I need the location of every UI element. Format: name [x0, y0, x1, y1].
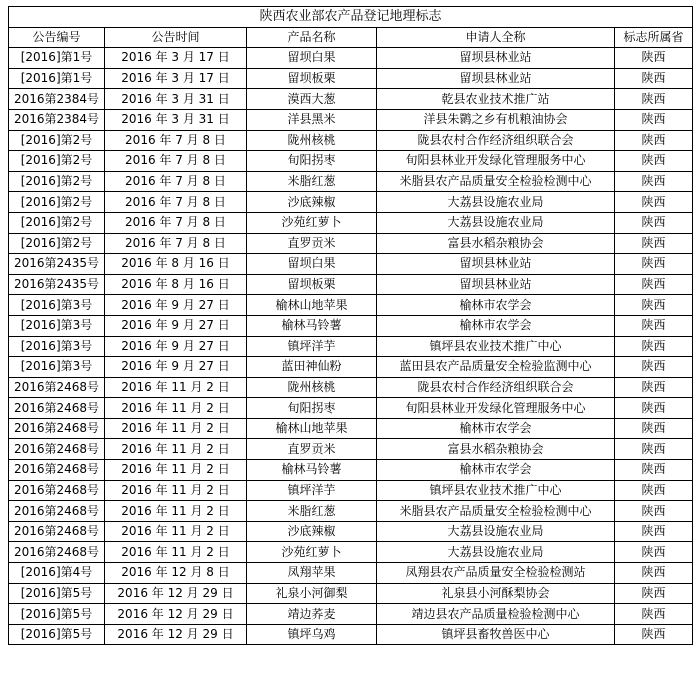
table-row	[9, 521, 693, 542]
header-product-name: 产品名称	[247, 27, 377, 48]
province-cell: 陕西	[615, 377, 693, 398]
product-name-cell: 沙苑红萝卜	[247, 212, 377, 233]
product-name-cell: 凤翔苹果	[247, 563, 377, 584]
notice-date-cell: 2016 年 9 月 27 日	[105, 295, 247, 316]
applicant-cell: 大荔县设施农业局	[377, 521, 615, 542]
notice-date-cell: 2016 年 9 月 27 日	[105, 336, 247, 357]
province-cell: 陕西	[615, 357, 693, 378]
product-name-cell: 留坝白果	[247, 254, 377, 275]
table-row	[9, 542, 693, 563]
notice-number-cell: 2016第2468号	[9, 542, 105, 563]
applicant-cell: 镇坪县农业技术推广中心	[377, 480, 615, 501]
applicant-cell: 凤翔县农产品质量安全检验检测站	[377, 563, 615, 584]
applicant-cell: 靖边县农产品质量检验检测中心	[377, 604, 615, 625]
applicant-cell: 富县水稻杂粮协会	[377, 233, 615, 254]
product-name-cell: 留坝板栗	[247, 274, 377, 295]
notice-number-cell: 2016第2468号	[9, 439, 105, 460]
geo-indication-table	[8, 6, 693, 645]
province-cell: 陕西	[615, 130, 693, 151]
notice-number-cell: [2016]第3号	[9, 295, 105, 316]
notice-number-cell: 2016第2468号	[9, 377, 105, 398]
table-row	[9, 439, 693, 460]
table-row	[9, 109, 693, 130]
notice-date-cell: 2016 年 9 月 27 日	[105, 315, 247, 336]
header-province: 标志所属省	[615, 27, 693, 48]
notice-date-cell: 2016 年 3 月 17 日	[105, 48, 247, 69]
product-name-cell: 陇州核桃	[247, 377, 377, 398]
table-row	[9, 583, 693, 604]
notice-date-cell: 2016 年 8 月 16 日	[105, 274, 247, 295]
notice-number-cell: [2016]第2号	[9, 212, 105, 233]
applicant-cell: 镇坪县农业技术推广中心	[377, 336, 615, 357]
table-row	[9, 254, 693, 275]
product-name-cell: 旬阳拐枣	[247, 151, 377, 172]
province-cell: 陕西	[615, 254, 693, 275]
province-cell: 陕西	[615, 48, 693, 69]
table-row	[9, 151, 693, 172]
table-row	[9, 212, 693, 233]
product-name-cell: 直罗贡米	[247, 233, 377, 254]
header-notice-date: 公告时间	[105, 27, 247, 48]
province-cell: 陕西	[615, 542, 693, 563]
product-name-cell: 蓝田神仙粉	[247, 357, 377, 378]
notice-date-cell: 2016 年 11 月 2 日	[105, 460, 247, 481]
notice-number-cell: [2016]第4号	[9, 563, 105, 584]
product-name-cell: 榆林山地苹果	[247, 295, 377, 316]
province-cell: 陕西	[615, 460, 693, 481]
notice-date-cell: 2016 年 7 月 8 日	[105, 171, 247, 192]
product-name-cell: 沙底辣椒	[247, 192, 377, 213]
notice-date-cell: 2016 年 11 月 2 日	[105, 398, 247, 419]
table-row	[9, 336, 693, 357]
applicant-cell: 榆林市农学会	[377, 295, 615, 316]
province-cell: 陕西	[615, 109, 693, 130]
notice-number-cell: [2016]第2号	[9, 233, 105, 254]
notice-date-cell: 2016 年 12 月 29 日	[105, 583, 247, 604]
province-cell: 陕西	[615, 233, 693, 254]
applicant-cell: 旬阳县林业开发绿化管理服务中心	[377, 398, 615, 419]
notice-number-cell: [2016]第3号	[9, 357, 105, 378]
province-cell: 陕西	[615, 192, 693, 213]
province-cell: 陕西	[615, 418, 693, 439]
province-cell: 陕西	[615, 151, 693, 172]
province-cell: 陕西	[615, 604, 693, 625]
province-cell: 陕西	[615, 583, 693, 604]
table-row	[9, 68, 693, 89]
applicant-cell: 榆林市农学会	[377, 460, 615, 481]
notice-date-cell: 2016 年 7 月 8 日	[105, 130, 247, 151]
province-cell: 陕西	[615, 68, 693, 89]
notice-date-cell: 2016 年 3 月 31 日	[105, 89, 247, 110]
applicant-cell: 留坝县林业站	[377, 254, 615, 275]
product-name-cell: 米脂红葱	[247, 501, 377, 522]
notice-date-cell: 2016 年 3 月 31 日	[105, 109, 247, 130]
header-row	[9, 27, 693, 48]
notice-number-cell: [2016]第2号	[9, 151, 105, 172]
province-cell: 陕西	[615, 521, 693, 542]
notice-number-cell: [2016]第3号	[9, 315, 105, 336]
applicant-cell: 榆林市农学会	[377, 418, 615, 439]
province-cell: 陕西	[615, 171, 693, 192]
table-row	[9, 295, 693, 316]
notice-number-cell: [2016]第3号	[9, 336, 105, 357]
table-row	[9, 480, 693, 501]
notice-date-cell: 2016 年 7 月 8 日	[105, 192, 247, 213]
province-cell: 陕西	[615, 439, 693, 460]
notice-number-cell: 2016第2435号	[9, 254, 105, 275]
notice-date-cell: 2016 年 11 月 2 日	[105, 501, 247, 522]
table-row	[9, 624, 693, 645]
applicant-cell: 陇县农村合作经济组织联合会	[377, 130, 615, 151]
product-name-cell: 榆林马铃薯	[247, 460, 377, 481]
notice-date-cell: 2016 年 7 月 8 日	[105, 151, 247, 172]
notice-number-cell: 2016第2468号	[9, 501, 105, 522]
registration-sheet	[8, 6, 692, 645]
applicant-cell: 旬阳县林业开发绿化管理服务中心	[377, 151, 615, 172]
applicant-cell: 留坝县林业站	[377, 68, 615, 89]
product-name-cell: 沙底辣椒	[247, 521, 377, 542]
notice-number-cell: [2016]第2号	[9, 192, 105, 213]
province-cell: 陕西	[615, 501, 693, 522]
product-name-cell: 洋县黑米	[247, 109, 377, 130]
notice-number-cell: 2016第2384号	[9, 89, 105, 110]
product-name-cell: 礼泉小河御梨	[247, 583, 377, 604]
applicant-cell: 米脂县农产品质量安全检验检测中心	[377, 501, 615, 522]
product-name-cell: 镇坪洋芋	[247, 336, 377, 357]
applicant-cell: 留坝县林业站	[377, 274, 615, 295]
province-cell: 陕西	[615, 212, 693, 233]
table-row	[9, 377, 693, 398]
table-row	[9, 171, 693, 192]
table-row	[9, 563, 693, 584]
notice-date-cell: 2016 年 8 月 16 日	[105, 254, 247, 275]
notice-number-cell: 2016第2468号	[9, 418, 105, 439]
notice-date-cell: 2016 年 11 月 2 日	[105, 521, 247, 542]
province-cell: 陕西	[615, 624, 693, 645]
table-row	[9, 604, 693, 625]
product-name-cell: 镇坪乌鸡	[247, 624, 377, 645]
notice-number-cell: [2016]第1号	[9, 68, 105, 89]
applicant-cell: 乾县农业技术推广站	[377, 89, 615, 110]
applicant-cell: 榆林市农学会	[377, 315, 615, 336]
province-cell: 陕西	[615, 315, 693, 336]
table-row	[9, 48, 693, 69]
header-notice-number: 公告编号	[9, 27, 105, 48]
notice-date-cell: 2016 年 11 月 2 日	[105, 480, 247, 501]
notice-date-cell: 2016 年 11 月 2 日	[105, 439, 247, 460]
table-row	[9, 192, 693, 213]
table-row	[9, 357, 693, 378]
table-row	[9, 398, 693, 419]
product-name-cell: 旬阳拐枣	[247, 398, 377, 419]
notice-date-cell: 2016 年 3 月 17 日	[105, 68, 247, 89]
applicant-cell: 蓝田县农产品质量安全检验监测中心	[377, 357, 615, 378]
applicant-cell: 陇县农村合作经济组织联合会	[377, 377, 615, 398]
table-row	[9, 274, 693, 295]
applicant-cell: 礼泉县小河酥梨协会	[377, 583, 615, 604]
province-cell: 陕西	[615, 480, 693, 501]
applicant-cell: 大荔县设施农业局	[377, 212, 615, 233]
product-name-cell: 靖边荞麦	[247, 604, 377, 625]
notice-date-cell: 2016 年 7 月 8 日	[105, 212, 247, 233]
table-row	[9, 130, 693, 151]
header-applicant: 申请人全称	[377, 27, 615, 48]
product-name-cell: 榆林马铃薯	[247, 315, 377, 336]
notice-date-cell: 2016 年 12 月 8 日	[105, 563, 247, 584]
applicant-cell: 米脂县农产品质量安全检验检测中心	[377, 171, 615, 192]
notice-number-cell: 2016第2435号	[9, 274, 105, 295]
notice-number-cell: [2016]第5号	[9, 604, 105, 625]
applicant-cell: 富县水稻杂粮协会	[377, 439, 615, 460]
applicant-cell: 留坝县林业站	[377, 48, 615, 69]
product-name-cell: 留坝板栗	[247, 68, 377, 89]
product-name-cell: 沙苑红萝卜	[247, 542, 377, 563]
province-cell: 陕西	[615, 336, 693, 357]
product-name-cell: 直罗贡米	[247, 439, 377, 460]
table-body	[9, 48, 693, 645]
province-cell: 陕西	[615, 295, 693, 316]
notice-date-cell: 2016 年 11 月 2 日	[105, 377, 247, 398]
product-name-cell: 米脂红葱	[247, 171, 377, 192]
notice-number-cell: 2016第2384号	[9, 109, 105, 130]
applicant-cell: 大荔县设施农业局	[377, 192, 615, 213]
province-cell: 陕西	[615, 89, 693, 110]
applicant-cell: 大荔县设施农业局	[377, 542, 615, 563]
product-name-cell: 榆林山地苹果	[247, 418, 377, 439]
notice-number-cell: 2016第2468号	[9, 521, 105, 542]
notice-number-cell: [2016]第5号	[9, 583, 105, 604]
notice-date-cell: 2016 年 11 月 2 日	[105, 418, 247, 439]
table-title: 陕西农业部农产品登记地理标志	[9, 7, 693, 28]
table-row	[9, 460, 693, 481]
table-row	[9, 501, 693, 522]
notice-date-cell: 2016 年 11 月 2 日	[105, 542, 247, 563]
applicant-cell: 洋县朱鹮之乡有机粮油协会	[377, 109, 615, 130]
notice-date-cell: 2016 年 7 月 8 日	[105, 233, 247, 254]
title-row	[9, 7, 693, 28]
product-name-cell: 留坝白果	[247, 48, 377, 69]
table-row	[9, 315, 693, 336]
notice-number-cell: [2016]第2号	[9, 171, 105, 192]
product-name-cell: 陇州核桃	[247, 130, 377, 151]
applicant-cell: 镇坪县畜牧兽医中心	[377, 624, 615, 645]
table-row	[9, 89, 693, 110]
notice-date-cell: 2016 年 9 月 27 日	[105, 357, 247, 378]
notice-number-cell: [2016]第1号	[9, 48, 105, 69]
province-cell: 陕西	[615, 398, 693, 419]
notice-number-cell: 2016第2468号	[9, 460, 105, 481]
product-name-cell: 镇坪洋芋	[247, 480, 377, 501]
table-row	[9, 233, 693, 254]
notice-number-cell: 2016第2468号	[9, 398, 105, 419]
province-cell: 陕西	[615, 274, 693, 295]
notice-number-cell: [2016]第5号	[9, 624, 105, 645]
notice-date-cell: 2016 年 12 月 29 日	[105, 604, 247, 625]
notice-number-cell: 2016第2468号	[9, 480, 105, 501]
province-cell: 陕西	[615, 563, 693, 584]
table-row	[9, 418, 693, 439]
notice-number-cell: [2016]第2号	[9, 130, 105, 151]
notice-date-cell: 2016 年 12 月 29 日	[105, 624, 247, 645]
product-name-cell: 漠西大葱	[247, 89, 377, 110]
